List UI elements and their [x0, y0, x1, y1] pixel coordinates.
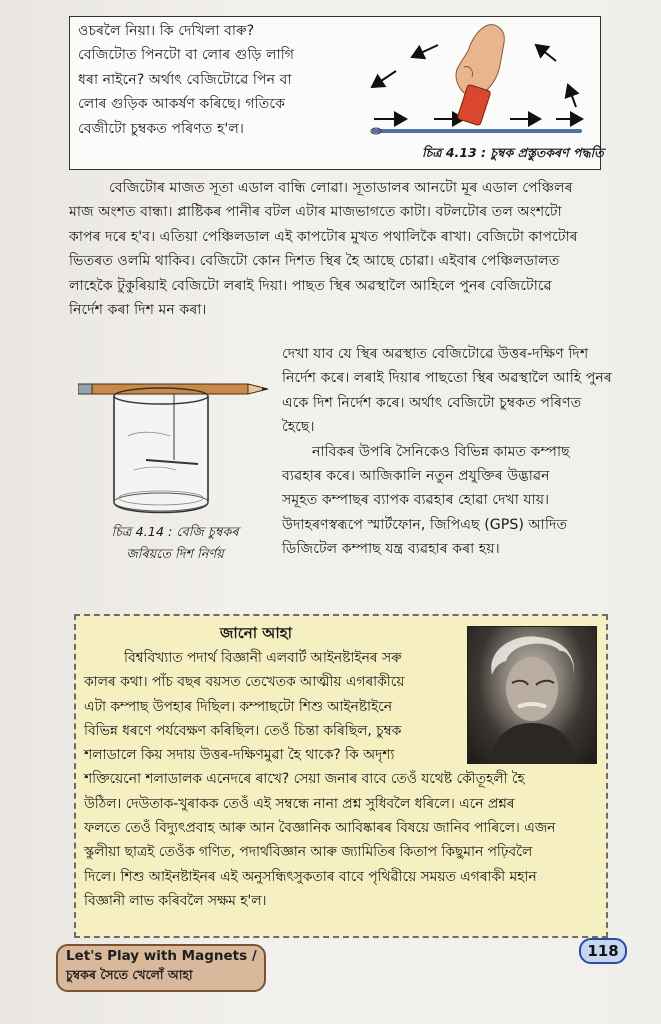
chapter-title-assamese: চুম্বকৰ সৈতে খেলোঁ আহা	[66, 967, 193, 982]
text-line: ভিতৰত ওলমি থাকিব। বেজিটো কোন দিশত স্থিৰ হৈ আছে চোৱা। এইবাৰ পেঞ্চিলডালত	[69, 253, 560, 270]
text-line: ব্যৱহাৰ কৰে। আজিকালি নতুন প্ৰযুক্তিৰ উদ্ভাৱন	[282, 468, 550, 485]
caption-line: চিত্ৰ 4.14 : বেজি চুম্বকৰ	[111, 525, 239, 540]
paragraph-1	[69, 176, 599, 322]
needle	[372, 129, 582, 133]
text-line: উঠিল। দেউতাক-খুৰাকক তেওঁ এই সম্বন্ধে নানা প্ৰশ্ন সুধিবলৈ ধৰিলে। এনে প্ৰশ্নৰ	[84, 795, 515, 812]
text-line: নাবিকৰ উপৰি সৈনিকেও বিভিন্ন কামত কম্পাছ	[312, 443, 570, 460]
arrow-icon	[372, 71, 396, 87]
text-line: নিৰ্দেশ কৰে। লৰাই দিয়াৰ পাছতো স্থিৰ অৱস্থালৈ আহি পুনৰ	[282, 370, 612, 387]
figure-4-14-caption	[80, 522, 270, 566]
text-line: শলাডালে কিয় সদায় উত্তৰ-দক্ষিণমুৱা হৈ থাকে? কি অদৃশ্য	[84, 747, 395, 764]
text-line: সমূহত কম্পাছৰ ব্যাপক ব্যৱহাৰ হোৱা দেখা যায়।	[282, 492, 550, 509]
page-number: 118	[579, 938, 627, 964]
text-line: বেজীটো চুম্বকত পৰিণত হ'ল।	[78, 120, 244, 137]
caption-line: জৰিয়তে দিশ নিৰ্ণয়	[126, 547, 224, 562]
magnet-stroking-illustration	[360, 21, 596, 145]
text-line: লোৰ গুড়িক আকৰ্ষণ কৰিছে। গতিকে	[78, 96, 286, 113]
arrow-icon	[536, 45, 556, 61]
needle-compass-jar-illustration	[78, 374, 270, 520]
text-line: শক্তিয়েনো শলাডালক এনেদৰে ৰাখে? সেয়া জনাৰ বাবে তেওঁ যথেষ্ট কৌতূহলী হৈ	[84, 771, 525, 788]
text-line: হৈছে।	[282, 419, 315, 436]
arrow-icon	[412, 45, 438, 57]
figure-4-13-text	[78, 19, 368, 141]
text-line: বেজিটোত পিনটো বা লোৰ গুড়ি লাগি	[78, 47, 295, 64]
pencil	[78, 384, 248, 394]
chapter-footer-label	[56, 944, 266, 992]
text-line: কালৰ কথা। পাঁচ বছৰ বয়সত তেখেতক আত্মীয় এগৰাকীয়ে	[84, 674, 405, 691]
text-line: লাহেকৈ টুকুৰিয়াই বেজিটো লৰাই দিয়া। পাছত স্থিৰ অৱস্থালৈ আহিলে পুনৰ বেজিটোৱে	[69, 277, 552, 294]
text-line: ওচৰলৈ নিয়া। কি দেখিলা বাৰু?	[78, 23, 255, 39]
text-line: ফলতে তেওঁ বিদ্যুৎপ্ৰবাহ আৰু আন বৈজ্ঞানিক আবিষ্কাৰৰ বিষয়ে জানিব পাৰিলে। এজন	[84, 820, 556, 837]
text-line: ডিজিটেল কম্পাছ যন্ত্ৰ ব্যৱহাৰ কৰা হয়।	[282, 541, 500, 558]
text-line: উদাহৰণস্বৰূপে স্মাৰ্টফোন, জিপিএছ (GPS) আদিত	[282, 516, 568, 533]
text-line: এটা কম্পাছ উপহাৰ দিছিল। কম্পাছটো শিশু আইনষ্টাইনে	[84, 698, 392, 715]
text-line: নিৰ্দেশ কৰা দিশ মন কৰা।	[69, 302, 207, 319]
text-line: বিশ্ববিখ্যাত পদাৰ্থ বিজ্ঞানী এলবাৰ্ট আইনষ্টাইনৰ সৰু	[124, 650, 402, 666]
figure-4-13-box	[69, 16, 604, 170]
paragraph-2	[282, 342, 612, 562]
plastic-cup	[114, 396, 208, 513]
text-line: একে দিশ নিৰ্দেশ কৰে। অৰ্থাৎ বেজিটো চুম্বকত পৰিণত	[282, 394, 582, 411]
text-line: দিলে। শিশু আইনষ্টাইনৰ এই অনুসন্ধিৎসুকতাৰ বাবে পৃথিৱীয়ে সময়ত এগৰাকী মহান	[84, 868, 537, 885]
box-text	[84, 646, 555, 913]
figure-4-13-caption: চিত্ৰ 4.13 : চুম্বক প্ৰস্তুতকৰণ পদ্ধতি	[422, 145, 604, 160]
box-title: জানো আহা	[219, 624, 293, 642]
did-you-know-box	[74, 614, 608, 938]
text-line: ধৰা নাইনে? অৰ্থাৎ বেজিটোৱে পিন বা	[78, 71, 292, 88]
text-line: মাজ অংশত বান্ধা। প্লাষ্টিকৰ পানীৰ বটল এটাৰ মাজভাগতে কাটা। বটলটোৰ তল অংশটো	[69, 204, 562, 221]
text-line: বেজিটোৰ মাজত সূতা এডাল বান্ধি লোৱা। সূতাডালৰ আনটো মূৰ এডাল পেঞ্চিলৰ	[109, 180, 573, 196]
text-line: বিজ্ঞানী লাভ কৰিবলৈ সক্ষম হ'ল।	[84, 892, 267, 909]
chapter-title-english: Let's Play with Magnets /	[66, 948, 257, 964]
text-line: বিভিন্ন ধৰণে পৰ্যবেক্ষণ কৰিছিল। তেওঁ চিন্তা কৰিছিল, চুম্বক	[84, 722, 402, 739]
text-line: কাপৰ দৰে হ'ব। এতিয়া পেঞ্চিলডাল এই কাপটোৰ মুখত পথালিকৈ ৰাখা। বেজিটো কাপটোৰ	[69, 228, 578, 245]
hand-icon	[456, 25, 504, 93]
text-line: দেখা যাব যে স্থিৰ অৱস্থাত বেজিটোৱে উত্তৰ-দক্ষিণ দিশ	[282, 346, 589, 362]
text-line: স্কুলীয়া ছাত্ৰই তেওঁক গণিত, পদাৰ্থবিজ্ঞান আৰু জ্যামিতিৰ কিতাপ কিছুমান পঢ়িবলৈ	[84, 844, 533, 861]
arrow-icon	[568, 85, 576, 107]
